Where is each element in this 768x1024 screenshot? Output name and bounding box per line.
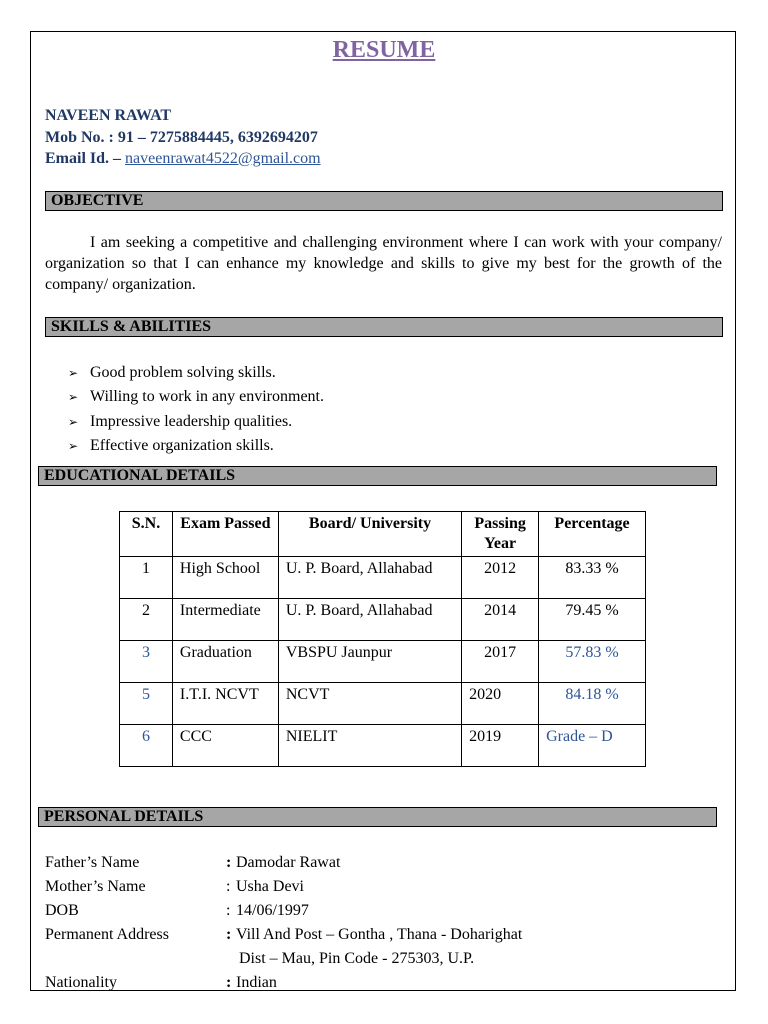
field-label: Father’s Name [45, 854, 140, 871]
skill-item: ➢ Willing to work in any environment. [68, 385, 324, 409]
personal-row-address-cont [45, 947, 522, 971]
objective-text: I am seeking a competitive and challenging environment where I can work with your company/ organization so that I can enhance my knowledge and skills to give my best for the growth of the company/ organization. [45, 234, 722, 293]
skills-heading: SKILLS & ABILITIES [45, 317, 723, 337]
candidate-name: NAVEEN RAWAT [45, 107, 172, 124]
education-heading: EDUCATIONAL DETAILS [38, 466, 717, 486]
skill-item: ➢ Good problem solving skills. [68, 361, 324, 385]
resume-title: RESUME [332, 37, 436, 63]
field-value: Indian [236, 974, 277, 991]
email-label: Email Id. – [45, 150, 122, 167]
personal-heading: PERSONAL DETAILS [38, 807, 717, 827]
arrow-bullet-icon: ➢ [68, 438, 79, 453]
objective-heading: OBJECTIVE [45, 191, 723, 211]
personal-row-nationality [45, 971, 522, 995]
education-table [119, 511, 646, 767]
table-header-row [120, 512, 646, 557]
header-exam: Exam Passed [172, 512, 278, 557]
email-line [45, 148, 321, 169]
header-year: Passing Year [462, 512, 539, 557]
field-colon: : [226, 878, 231, 895]
header-sn: S.N. [120, 512, 173, 557]
personal-row-father [45, 851, 522, 875]
email-link[interactable]: naveenrawat4522@gmail.com [125, 150, 321, 167]
personal-details [45, 851, 522, 995]
skill-item: ➢ Effective organization skills. [68, 434, 324, 458]
header-board: Board/ University [278, 512, 461, 557]
arrow-bullet-icon: ➢ [68, 414, 79, 429]
mobile-number: Mob No. : 91 – 7275884445, 6392694207 [45, 129, 318, 146]
field-value: Usha Devi [236, 878, 304, 895]
personal-row-address [45, 923, 522, 947]
skill-item: ➢ Impressive leadership qualities. [68, 410, 324, 434]
field-value: Vill And Post – Gontha , Thana - Doharighat [236, 926, 523, 943]
arrow-bullet-icon: ➢ [68, 390, 79, 405]
field-label: Mother’s Name [45, 878, 146, 895]
field-value: Dist – Mau, Pin Code - 275303, U.P. [239, 950, 475, 967]
table-row: 1 High School U. P. Board, Allahabad 2012 83.33 % [120, 557, 646, 599]
table-row: 5 I.T.I. NCVT NCVT 2020 84.18 % [120, 683, 646, 725]
field-label: DOB [45, 902, 79, 919]
field-colon: : [226, 974, 232, 991]
field-label: Permanent Address [45, 926, 169, 943]
personal-row-mother [45, 875, 522, 899]
table-row: 3 Graduation VBSPU Jaunpur 2017 57.83 % [120, 641, 646, 683]
field-colon: : [226, 854, 232, 871]
field-colon: : [226, 926, 232, 943]
header-percentage: Percentage [539, 512, 646, 557]
table-row: 2 Intermediate U. P. Board, Allahabad 2014 79.45 % [120, 599, 646, 641]
field-colon [226, 947, 236, 971]
table-row: 6 CCC NIELIT 2019 Grade – D [120, 725, 646, 767]
field-value: 14/06/1997 [236, 902, 309, 919]
field-label: Nationality [45, 974, 117, 991]
field-value: Damodar Rawat [236, 854, 341, 871]
skills-list [68, 361, 324, 458]
field-colon: : [226, 902, 231, 919]
field-label [45, 947, 226, 971]
arrow-bullet-icon: ➢ [68, 366, 79, 380]
personal-row-dob [45, 899, 522, 923]
